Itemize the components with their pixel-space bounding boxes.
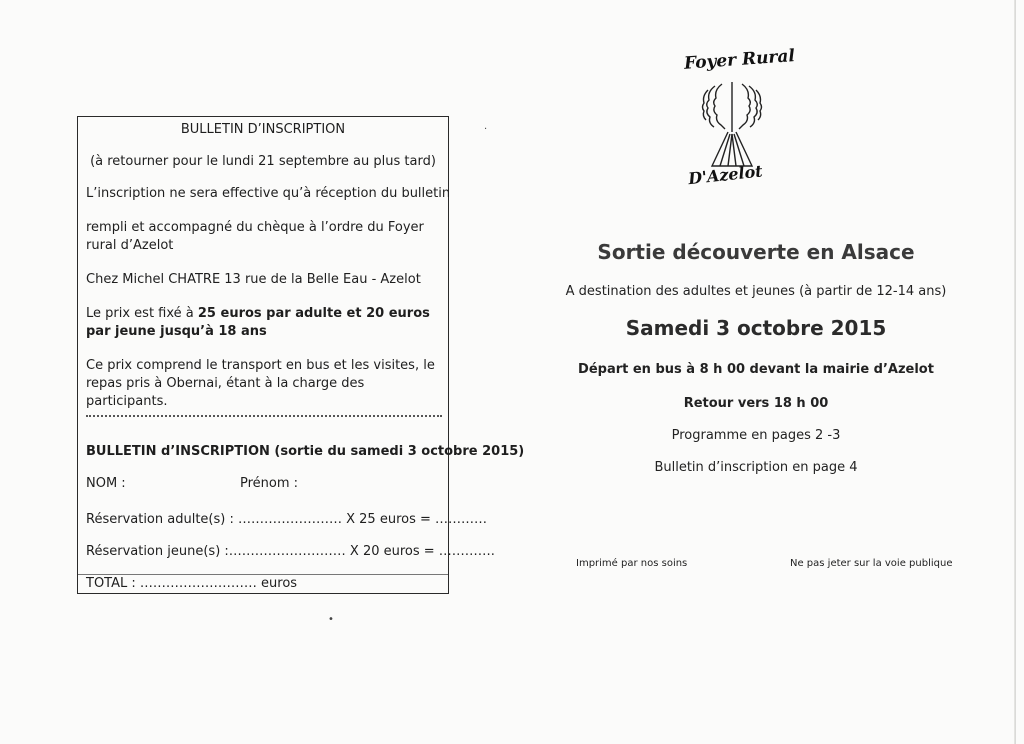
youth-reservation: Réservation jeune(s) :……………………… X 20 euros = …………. [86, 544, 495, 559]
logo-bottom-text: D'Azelot [687, 161, 764, 189]
effective-line-2: rempli et accompagné du chèque à l’ordre du Foyer rural d’Azelot [86, 220, 424, 253]
price-line [86, 305, 442, 341]
event-return: Retour vers 18 h 00 [683, 396, 829, 411]
speck: · [484, 124, 488, 135]
address-line: Chez Michel CHATRE 13 rue de la Belle Eau - Azelot [86, 272, 421, 287]
event-departure: Départ en bus à 8 h 00 devant la mairie d’Azelot [578, 362, 934, 377]
prenom-label: Prénom : [240, 476, 299, 491]
logo-top-text: Foyer Rural [683, 46, 796, 74]
includes-line: Ce prix comprend le transport en bus et les visites, le repas pris à Obernai, étant à la charge des participants. [86, 358, 435, 409]
event-title: Sortie découverte en Alsace [597, 240, 915, 264]
price-bold: 25 euros par adulte et 20 euros par jeune jusqu’à 18 ans [86, 306, 430, 339]
event-bulletin-page: Bulletin d’inscription en page 4 [654, 460, 858, 475]
footer-no-litter: Ne pas jeter sur la voie publique [790, 558, 953, 569]
price-prefix: Le prix est fixé à [86, 306, 198, 321]
speck: • [328, 614, 334, 625]
page-fold [1014, 0, 1016, 744]
form-title: BULLETIN d’INSCRIPTION (sortie du samedi 3 octobre 2015) [86, 444, 525, 459]
dotted-separator [86, 415, 442, 417]
event-program: Programme en pages 2 -3 [671, 428, 841, 443]
event-date: Samedi 3 octobre 2015 [625, 316, 887, 340]
total-line: TOTAL : ……………………… euros [86, 576, 298, 591]
effective-line-1: L’inscription ne sera effective qu’à réception du bulletin [86, 186, 451, 201]
adult-reservation: Réservation adulte(s) : …………………… X 25 euros = ………… [86, 512, 488, 527]
bulletin-heading: BULLETIN D’INSCRIPTION [180, 122, 346, 137]
registration-box [77, 116, 525, 594]
nom-label: NOM : [86, 476, 126, 491]
event-audience: A destination des adultes et jeunes (à partir de 12-14 ans) [565, 284, 947, 299]
return-note: (à retourner pour le lundi 21 septembre au plus tard) [90, 154, 436, 169]
footer-printed: Imprimé par nos soins [576, 558, 688, 569]
